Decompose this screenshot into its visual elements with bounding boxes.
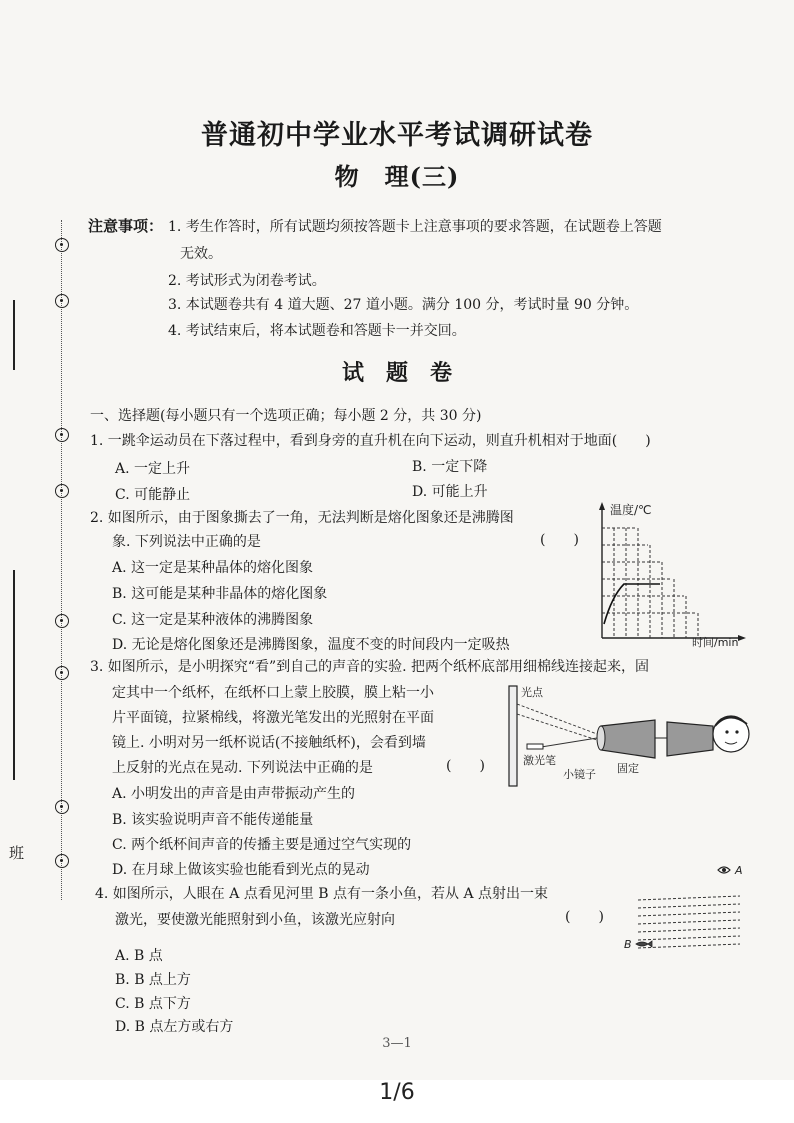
laser-label: 激光笔 [523,754,556,767]
mirror-label: 小镜子 [563,768,596,781]
fixed-label: 固定 [617,762,639,775]
x-axis-arrow [738,635,746,641]
question-3-stem: 上反射的光点在晃动. 下列说法中正确的是 [112,760,373,776]
question-1-option: A. 一定上升 [115,461,191,477]
question-4-option: C. B 点下方 [115,996,191,1012]
spot-label: 光点 [521,686,543,699]
question-3-stem: 定其中一个纸杯，在纸杯口上蒙上胶膜，膜上粘一小 [112,685,434,701]
question-3-stem: 镜上. 小明对另一纸杯说话(不接触纸杯)，会看到墙 [112,735,426,751]
laser-pen [527,744,543,749]
section-heading: 试 题 卷 [341,360,452,386]
q4-river-figure [618,852,748,972]
sheet-code: 3—1 [382,1036,412,1051]
binding-hole [55,428,69,442]
binding-hole [55,238,69,252]
question-1-stem: 1. 一跳伞运动员在下落过程中，看到身旁的直升机在向下运动，则直升机相对于地面( ) [90,433,651,449]
speaking-cup [667,722,713,756]
binding-hole [55,666,69,680]
question-2-bracket: ( ) [540,532,579,548]
question-1-option: B. 一定下降 [412,459,488,475]
question-2-option: A. 这一定是某种晶体的熔化图象 [112,560,314,576]
point-b-label: B [624,938,632,951]
notes-item: 4. 考试结束后，将本试题卷和答题卡一并交回。 [168,323,466,339]
notes-item: 3. 本试题卷共有 4 道大题、27 道小题。满分 100 分，考试时量 90 分钟。 [168,297,639,313]
point-a-label: A [735,864,743,877]
y-axis-label: 温度/℃ [610,503,652,517]
question-4-option: A. B 点 [115,948,163,964]
binding-hole [55,854,69,868]
y-axis-arrow [599,502,605,510]
exam-title: 普通初中学业水平考试调研试卷 [201,120,593,151]
page-indicator: 1/6 [379,1080,415,1105]
question-4-stem: 激光，要使激光能照射到小鱼，该激光应射向 [115,912,395,928]
temperature-curve [604,584,660,624]
question-3-option: B. 该实验说明声音不能传递能量 [112,812,314,828]
question-3-stem: 3. 如图所示，是小明探究“看”到自己的声音的实验. 把两个纸杯底部用细棉线连接起来，固 [90,659,650,675]
question-2-stem: 2. 如图所示，由于图象撕去了一角，无法判断是熔化图象还是沸腾图 [90,510,514,526]
question-3-option: A. 小明发出的声音是由声带振动产生的 [112,786,356,802]
binding-hole [55,800,69,814]
binding-hole [55,614,69,628]
notes-item: 无效。 [180,246,222,262]
exam-subtitle: 物 理(三) [334,162,460,191]
question-4-bracket: ( ) [565,909,604,925]
q2-graph-figure [592,500,752,648]
question-3-option: C. 两个纸杯间声音的传播主要是通过空气实现的 [112,837,412,853]
q3-cup-experiment-figure [505,682,755,792]
question-1-option: D. 可能上升 [412,484,488,500]
question-2-option: B. 这可能是某种非晶体的熔化图象 [112,586,328,602]
margin-dotted-line [61,220,62,900]
question-4-stem: 4. 如图所示，人眼在 A 点看见河里 B 点有一条小鱼，若从 A 点射出一束 [95,886,549,902]
wall [509,686,517,786]
question-4-option: B. B 点上方 [115,972,191,988]
water-lines [638,896,740,948]
question-3-option: D. 在月球上做该实验也能看到光点的晃动 [112,862,370,878]
part-heading: 一、选择题(每小题只有一个选项正确；每小题 2 分，共 30 分) [90,408,482,424]
binding-line-mid [13,570,15,780]
notes-label: 注意事项： [88,217,164,235]
grid-torn-steps [602,528,698,638]
x-axis-label: 时间/min [692,636,739,648]
question-3-stem: 片平面镜，拉紧棉线，将激光笔发出的光照射在平面 [112,710,434,726]
fixed-cup [601,720,655,758]
question-4-option: D. B 点左方或右方 [115,1019,234,1035]
notes-item: 1. 考生作答时，所有试题均须按答题卡上注意事项的要求答题，在试题卷上答题 [168,219,662,235]
notes-item: 2. 考试形式为闭卷考试。 [168,273,326,289]
question-2-option: C. 这一定是某种液体的沸腾图象 [112,612,314,628]
binding-hole [55,294,69,308]
fish-icon [636,941,652,947]
question-2-stem: 象. 下列说法中正确的是 [112,534,261,550]
cup-mouth [597,726,605,750]
question-1-option: C. 可能静止 [115,487,191,503]
binding-hole [55,484,69,498]
question-3-bracket: ( ) [446,758,485,774]
question-2-option: D. 无论是熔化图象还是沸腾图象，温度不变的时间段内一定吸热 [112,637,510,653]
margin-side-char: 班 [7,845,25,860]
